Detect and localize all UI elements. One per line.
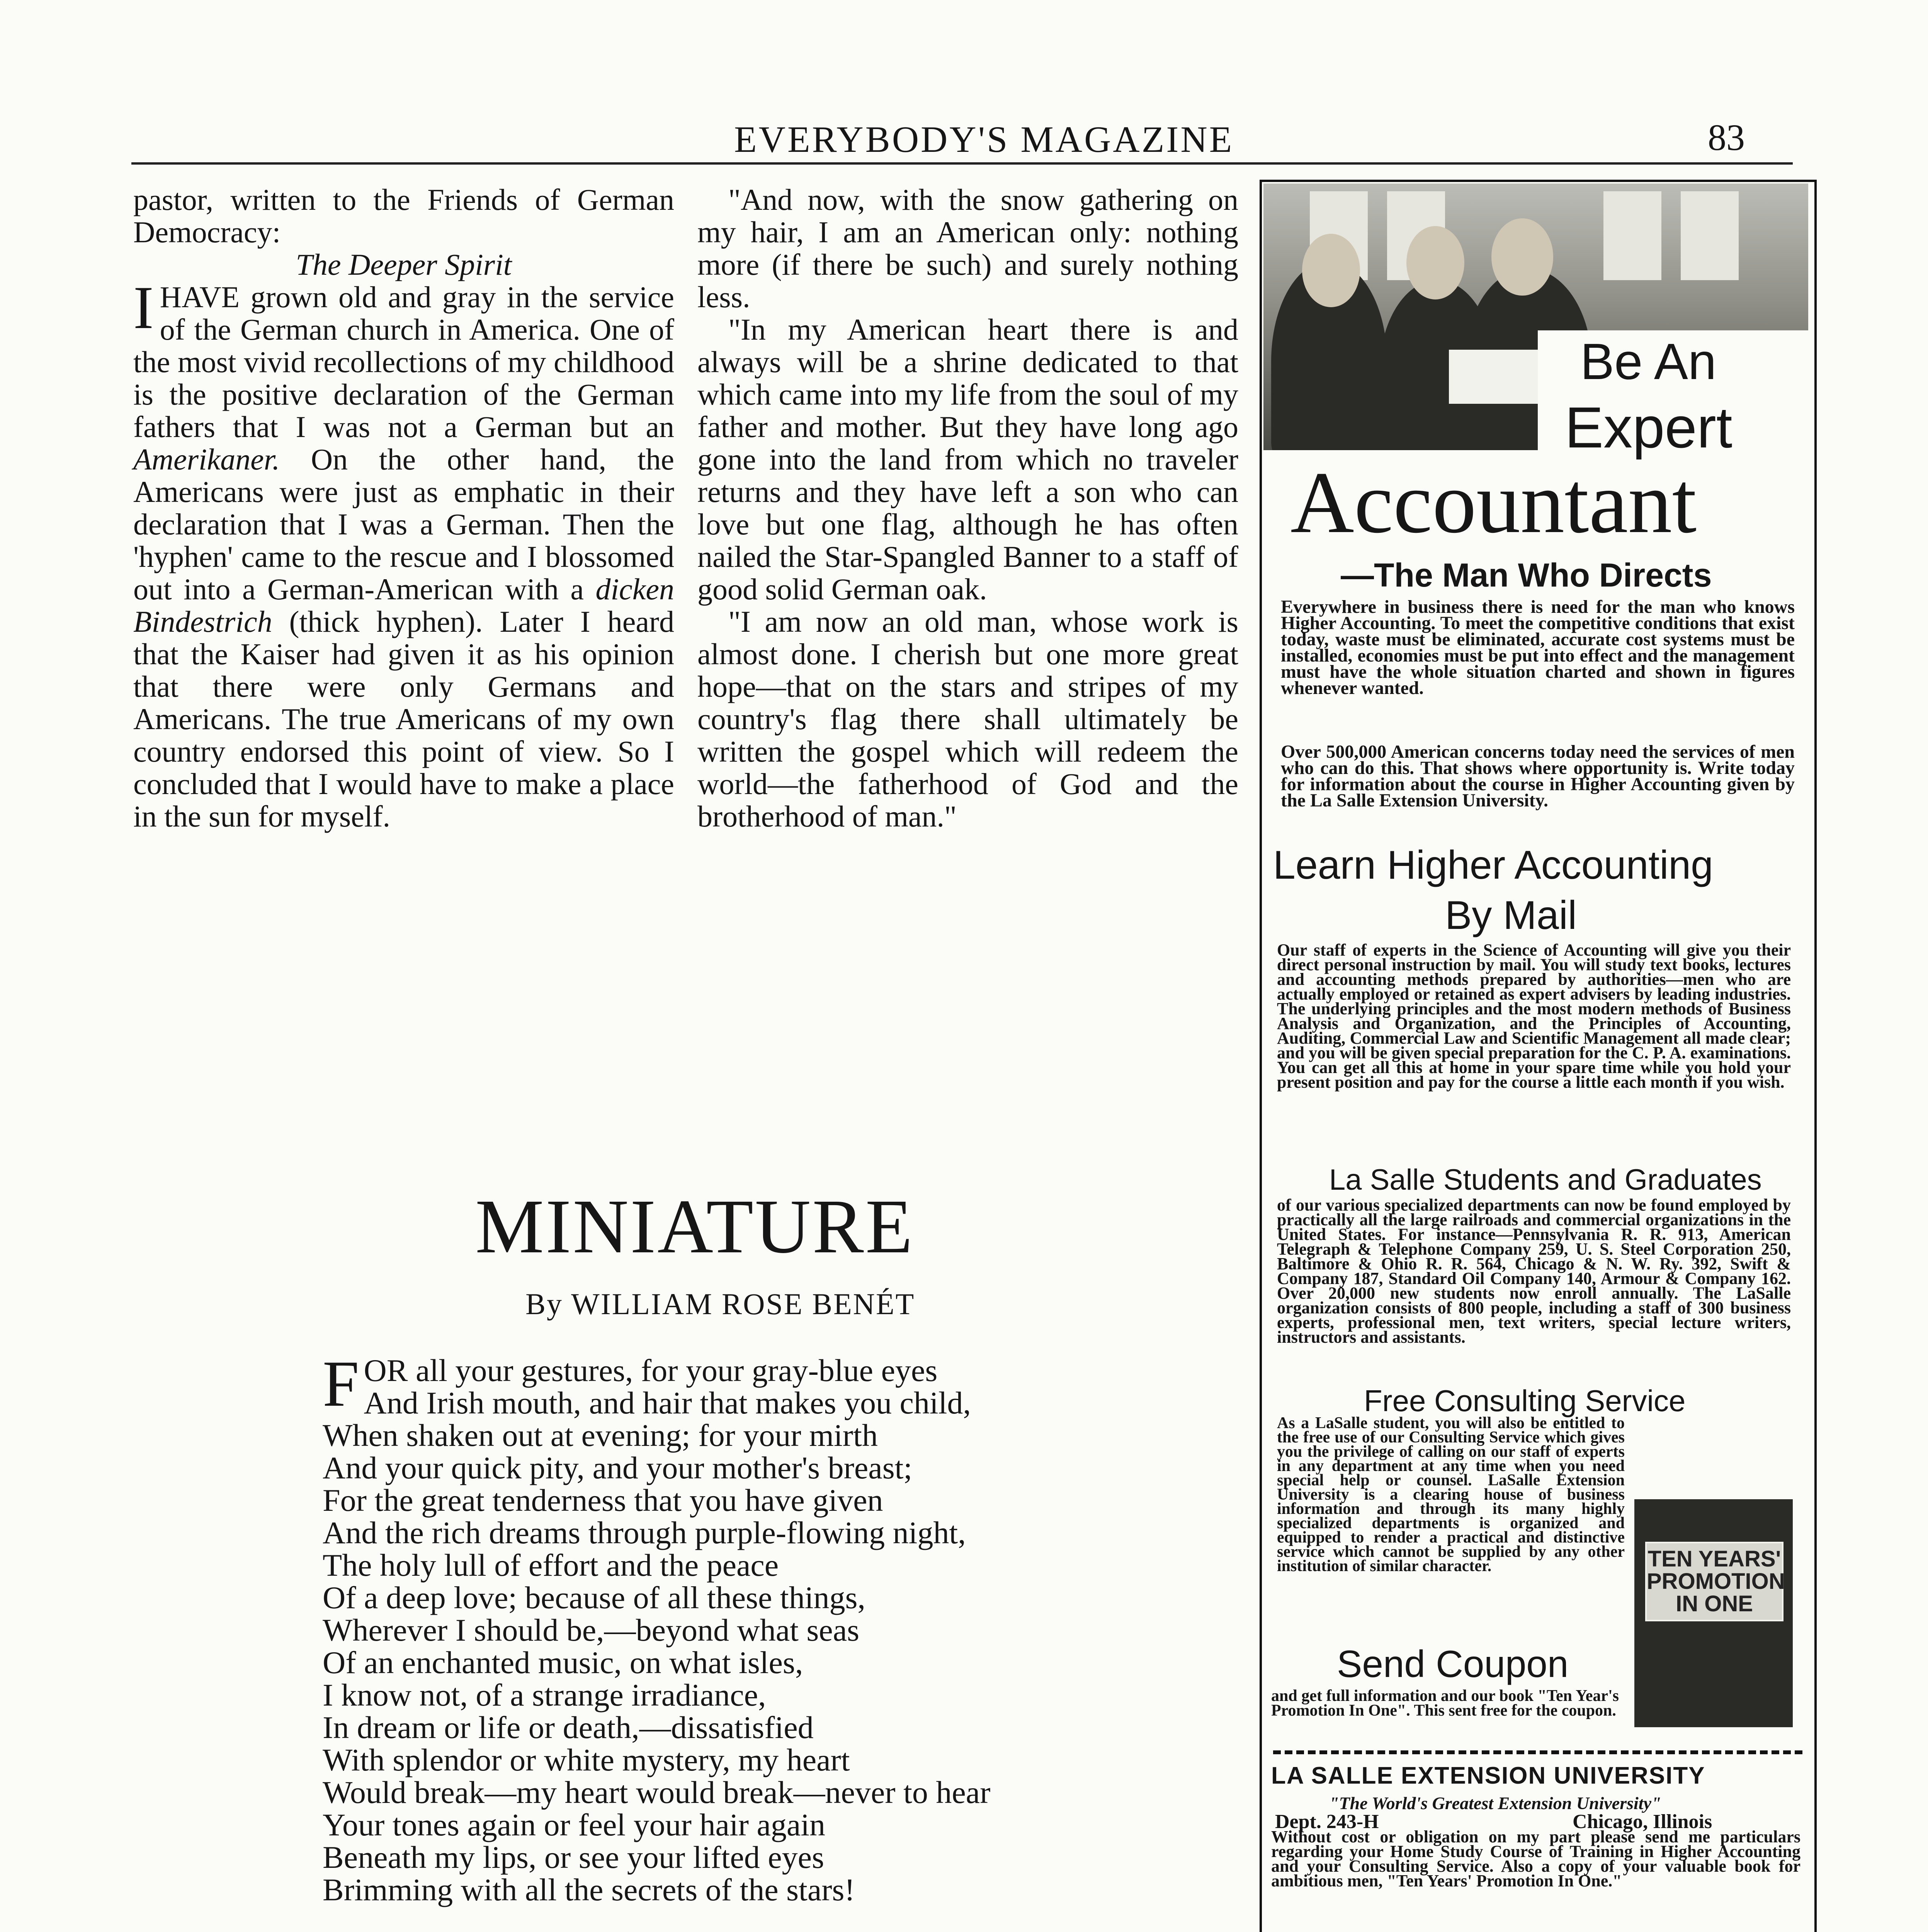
poem-line: And the rich dreams through purple-flowing night, — [323, 1515, 966, 1550]
poem-line: With splendor or white mystery, my heart — [323, 1742, 850, 1777]
ad-paragraph: and get full information and our book "Ten Year's Promotion In One". This sent free for the coupon. — [1271, 1687, 1619, 1719]
ad-headline-expert: Expert — [1565, 395, 1732, 460]
poem-body — [323, 1347, 1200, 1907]
page-number: 83 — [1708, 117, 1745, 158]
ad-heading-graduates: La Salle Students and Graduates — [1329, 1163, 1762, 1196]
header-rule — [131, 162, 1793, 165]
poem-line: Of a deep love; because of all these things, — [323, 1580, 865, 1615]
ad-heading-learn: Learn Higher Accounting — [1273, 843, 1713, 888]
poem-drop-cap: F — [323, 1347, 359, 1420]
coupon-tagline: "The World's Greatest Extension University" — [1329, 1793, 1661, 1813]
poem-title: MINIATURE — [475, 1184, 914, 1269]
coupon-department: Dept. 243-H — [1275, 1811, 1379, 1833]
ad-subheadline: —The Man Who Directs — [1341, 557, 1712, 594]
ad-paragraph: Over 500,000 American concerns today need the services of men who can do this. That shows where opportunity is. Write today for information about the course in Higher Accounting given by the La Salle Extension University. — [1281, 742, 1795, 811]
article-subhead: The Deeper Spirit — [296, 248, 512, 281]
poem-line: Would break—my heart would break—never to hear — [323, 1775, 991, 1810]
poem-line: OR all your gestures, for your gray-blue eyes — [364, 1353, 938, 1388]
drop-cap: I — [133, 274, 154, 342]
poem-line: Your tones again or feel your hair again — [323, 1807, 826, 1842]
coupon-city: Chicago, Illinois — [1573, 1811, 1712, 1833]
poem-line: The holy lull of effort and the peace — [323, 1548, 779, 1583]
poem-line: And Irish mouth, and hair that makes you child, — [364, 1385, 971, 1420]
article-paragraph-1: IHAVE grown old and gray in the service of the German church in America. One of the most vivid recollections of my childhood is the positive declaration of the German fathers that I was not a German but an Amerikaner. On the other hand, the Americans were just as emphatic in their declaration that I was a German. Then the 'hyphen' came to the rescue and I blossomed out into a German-American with a dicken Bindestrich (thick hyphen). Later I heard that the Kaiser had given it as his opinion that there were only Germans and Americans. The true Americans of my own country endorsed this point of view. So I concluded that I would have to make a place in the sun for myself. — [133, 274, 674, 833]
coupon-request-text: Without cost or obligation on my part please send me particulars regarding your Home Study Course of Training in Higher Accounting and your Consulting Service. Also a copy of your valuable book for ambitious men, "Ten Years' Promotion In One." — [1271, 1827, 1800, 1890]
ad-heading-by-mail: By Mail — [1445, 893, 1577, 938]
article-paragraph-3: "In my American heart there is and always will be a shrine dedicated to that which came into my life from the soul of my father and mother. But they have long ago gone into the land from which no traveler returns and they have left a son who can love but one flag, although he has often nailed the Star-Spangled Banner to a staff of good solid German oak. — [697, 313, 1238, 606]
poem-line: When shaken out at evening; for your mirth — [323, 1418, 878, 1453]
article-intro: pastor, written to the Friends of German Democracy: — [133, 183, 674, 249]
poem-line: Beneath my lips, or see your lifted eyes — [323, 1840, 824, 1875]
ad-heading-consulting: Free Consulting Service — [1364, 1384, 1686, 1418]
poem-line: I know not, of a strange irradiance, — [323, 1677, 766, 1713]
ad-paragraph: Everywhere in business there is need for the man who knows Higher Accounting. To meet the competitive conditions that exist today, waste must be eliminated, accurate cost systems must be installed, economies must be put into effect and the management must have the whole situation charted and shown in figures whenever wanted. — [1281, 597, 1795, 698]
article-column-1 — [133, 184, 674, 833]
article-paragraph-4: "I am now an old man, whose work is almost done. I cherish but one more great hope—that on the stars and stripes of my country's flag there shall ultimately be written the gospel which will redeem the world—the fatherhood of God and the brotherhood of man." — [697, 605, 1238, 833]
poem-line: For the great tenderness that you have given — [323, 1483, 883, 1518]
article-column-2 — [697, 184, 1238, 833]
book-label: TEN YEARS' PROMOTION IN ONE — [1645, 1542, 1783, 1621]
poem-line: In dream or life or death,—dissatisfied — [323, 1710, 814, 1745]
ad-paragraph: As a LaSalle student, you will also be entitled to the free use of our Consulting Service which gives you the privilege of calling on our staff of experts in any department at any time when you need special help or counsel. LaSalle Extension University is a clearing house of business information and through its many highly specialized departments is organized and equipped to render a practical and distinctive service which cannot be supplied by any other institution of similar character. — [1277, 1414, 1625, 1575]
poem-line: Of an enchanted music, on what isles, — [323, 1645, 803, 1680]
poem-byline: By WILLIAM ROSE BENÉT — [525, 1287, 915, 1321]
poem-line: Wherever I should be,—beyond what seas — [323, 1612, 859, 1648]
ad-paragraph: of our various specialized departments can now be found employed by practically all the large railroads and commercial organizations in the United States. For instance—Pennsylvania R. R. 913, American Telegraph & Telephone Company 259, U. S. Steel Corporation 250, Baltimore & Ohio R. R. 564, Chicago & N. W. Ry. 392, Swift & Company 187, Standard Oil Company 140, Armour & Company 162. Over 20,000 new students now enroll annually. The LaSalle organization consists of 800 people, including a staff of 300 business experts, professional men, text writers, special lecture writers, instructors and assistants. — [1277, 1196, 1791, 1347]
ad-heading-send-coupon: Send Coupon — [1337, 1643, 1569, 1685]
ad-paragraph: Our staff of experts in the Science of Accounting will give you their direct personal instruction by mail. You will study text books, lectures and accounting methods prepared by authorities—men who are actually employed or retained as expert advisers by leading industries. The underlying principles and the most modern methods of Business Analysis and Organization, and the Principles of Accounting, Auditing, Commercial Law and Scientific Management all made clear; and you will be given special preparation for the C. P. A. examinations. You can get all this at home in your spare time while you hold your present position and pay for the course a little each month if you wish. — [1277, 940, 1791, 1092]
ad-headline-accountant: Accountant — [1290, 454, 1697, 551]
article-paragraph-2: "And now, with the snow gathering on my hair, I am an American only: nothing more (if there be such) and surely nothing less. — [697, 183, 1238, 314]
coupon-cut-line — [1273, 1750, 1802, 1754]
coupon-university-name: LA SALLE EXTENSION UNIVERSITY — [1271, 1762, 1705, 1789]
ad-headline-be-an: Be An — [1580, 333, 1717, 390]
magazine-title: EVERYBODY'S MAGAZINE — [734, 119, 1234, 160]
poem-line: And your quick pity, and your mother's breast; — [323, 1450, 913, 1485]
poem-line: Brimming with all the secrets of the stars! — [323, 1872, 855, 1907]
